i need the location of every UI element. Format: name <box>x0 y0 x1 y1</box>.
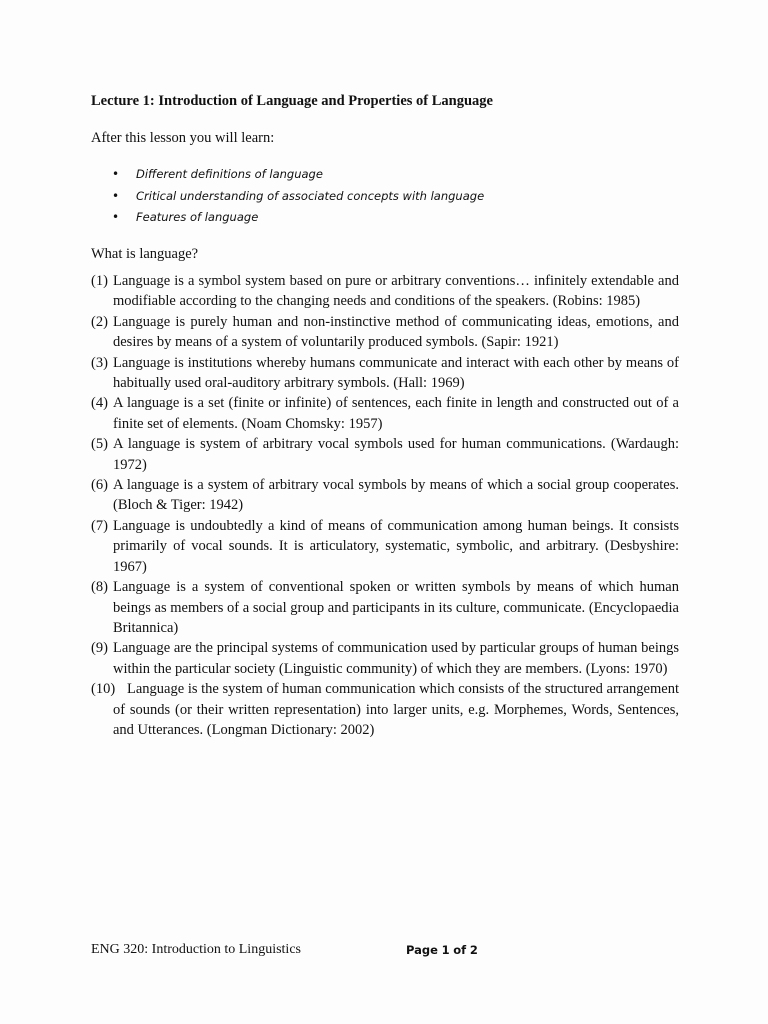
footer-page-number <box>406 943 478 957</box>
definition-item <box>91 516 679 577</box>
definition-number: (9) <box>91 640 108 657</box>
objective-text: Critical understanding of associated concepts with language <box>136 188 485 203</box>
objective-text: Different definitions of language <box>136 167 323 181</box>
page-total: 2 <box>469 943 478 957</box>
definition-item <box>91 638 679 679</box>
definition-text: A language is system of arbitrary vocal symbols used for human communications. (Wardaugh: 1972) <box>113 436 679 473</box>
lecture-title: Lecture 1: Introduction of Language and Properties of Language <box>91 93 493 109</box>
definition-text: Language are the principal systems of communication used by particular groups of human beings within the particular society (Linguistic community) of which they are members. (Lyons: 1970) <box>113 640 679 677</box>
definition-text: Language is the system of human communication which consists of the structured arrangement of sounds (or their written representation) into larger units, e.g. Morphemes, Words, Sentences, and Utterances. (Longman Dictionary: 2002) <box>113 681 679 738</box>
definition-text: Language is a system of conventional spoken or written symbols by means of which human beings as members of a social group and participants in its culture, communicate. (Encyclopaedia Britannica) <box>113 579 679 636</box>
objective-text: Features of language <box>136 210 259 224</box>
section-question: What is language? <box>91 246 199 262</box>
objective-item <box>112 186 484 208</box>
objective-item <box>112 164 484 186</box>
objectives-list <box>112 164 484 229</box>
definition-text: Language is institutions whereby humans communicate and interact with each other by means of habitually used oral-auditory arbitrary symbols. (Hall: 1969) <box>113 354 679 392</box>
definition-item <box>91 353 679 394</box>
definition-text: Language is purely human and non-instinctive method of communicating ideas, emotions, and desires by means of a system of voluntarily produced symbols. (Sapir: 1921) <box>113 313 679 351</box>
definition-item <box>91 434 679 475</box>
definition-number: (3) <box>91 354 108 371</box>
bullet-icon: • <box>112 188 120 203</box>
definition-number: (10) <box>91 681 116 698</box>
definition-number: (5) <box>91 436 108 453</box>
page-label: Page <box>406 943 438 957</box>
definitions-list <box>91 271 679 740</box>
intro-text: After this lesson you will learn: <box>91 130 275 146</box>
definition-text: Language is undoubtedly a kind of means of communication among human beings. It consists primarily of vocal sounds. It is articulatory, systematic, symbolic, and arbitrary. (Desbyshire: 1967) <box>113 517 679 575</box>
definition-item <box>91 393 679 434</box>
definition-number: (6) <box>91 477 108 494</box>
page-current: 1 <box>441 943 450 957</box>
bullet-icon: • <box>112 210 120 224</box>
definition-item <box>91 679 679 740</box>
definition-number: (8) <box>91 579 108 596</box>
definition-item <box>91 577 679 638</box>
bullet-icon: • <box>112 167 120 181</box>
definition-number: (4) <box>91 395 108 412</box>
footer-course: ENG 320: Introduction to Linguistics <box>91 942 301 957</box>
page-of-label: of <box>453 943 467 957</box>
definition-text: Language is a symbol system based on pure or arbitrary conventions… infinitely extendable and modifiable according to the changing needs and conditions of the speakers. (Robins: 1985) <box>113 273 679 310</box>
definition-item <box>91 312 679 353</box>
objective-item <box>112 207 484 229</box>
definition-item <box>91 475 679 516</box>
definition-item <box>91 271 679 312</box>
definition-number: (1) <box>91 273 108 289</box>
definition-text: A language is a set (finite or infinite) of sentences, each finite in length and constructed out of a finite set of elements. (Noam Chomsky: 1957) <box>113 395 679 432</box>
definition-number: (7) <box>91 517 108 534</box>
definition-number: (2) <box>91 313 108 330</box>
definition-text: A language is a system of arbitrary vocal symbols by means of which a social group cooperates. (Bloch & Tiger: 1942) <box>113 477 679 514</box>
